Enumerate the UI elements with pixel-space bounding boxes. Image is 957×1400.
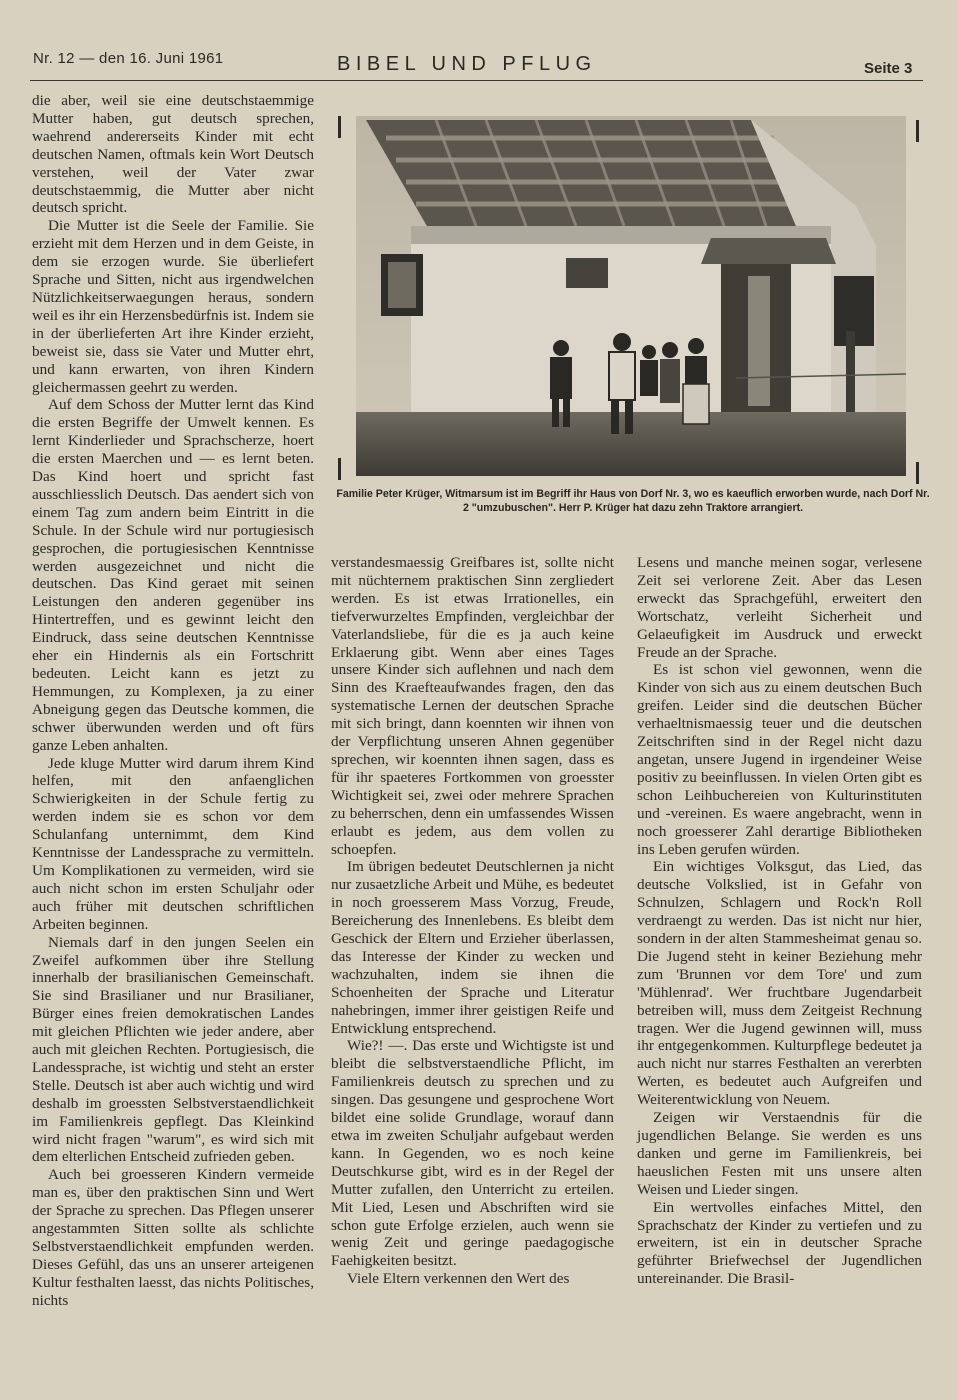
paragraph: die aber, weil sie eine deutschstaemmige Mutter haben, gut deutsch sprechen, waehrend andererseits Kinder mit echt deutschen Namen, oftmals kein Wort Deutsch verstehen, weil der Vater zwar deutschstaemmig, die Mutter aber nicht deutsch spricht. — [32, 92, 314, 217]
frame-bar — [916, 462, 919, 484]
column-right — [637, 554, 922, 1288]
paragraph: Die Mutter ist die Seele der Familie. Sie erzieht mit dem Herzen und in dem Geiste, in dem sie erzogen wurde. Sie überliefert Sprache und Sitten, nicht aus irgendwelchen Nützlichkeitserwaegungen heraus, sondern weil es ihr ein Herzensbedürfnis ist. Indem sie in der überlieferten Art ihre Kinder erzieht, beweist sie, dass sie Vater und Mutter ehrt, und kann erwarten, von ihren Kindern gleichermassen geehrt zu werden. — [32, 217, 314, 396]
paragraph: Ein wichtiges Volksgut, das Lied, das deutsche Volkslied, ist in Gefahr von Schnulzen, Schlagern und Rock'n Roll verdraengt zu werden. Das ist nicht nur hier, sondern in der alten Stammesheimat genau so. Die Jugend steht in keiner Beziehung mehr zum 'Brunnen vor dem Tore' und zum 'Mühlenrad'. Wer fruchtbare Jugendarbeit betreiben will, muss dem Zeitgeist Rechnung tragen. Wer die Jugend gewinnen will, muss ihr entgegenkommen. Kulturpflege bedeutet ja auch nicht nur starres Festhalten an vererbten Werten, es bedeutet auch Aufgreifen und Weiterentwicklung von Neuem. — [637, 858, 922, 1109]
paragraph: Es ist schon viel gewonnen, wenn die Kinder von sich aus zu einem deutschen Buch greifen. Leider sind die deutschen Bücher verhaeltnismaessig teuer und die deutschen Zeitschriften sind in der Regel nicht dazu angetan, unsere Jugend in irgendeiner Weise positiv zu beeinflussen. In vielen Orten gibt es schon Leihbuchereien von Kulturinstituten und -vereinen. Es waere angebracht, wenn in noch groesserer Zahl derartige Bibliotheken ins Leben gerufen würden. — [637, 661, 922, 858]
newspaper-title: BIBEL UND PFLUG — [337, 53, 597, 75]
page-number: Seite 3 — [864, 60, 913, 77]
paragraph: Viele Eltern verkennen den Wert des — [347, 1270, 570, 1288]
header-rule — [30, 80, 923, 81]
frame-bar — [338, 458, 341, 480]
photo-caption: Familie Peter Krüger, Witmarsum ist im Begriff ihr Haus von Dorf Nr. 3, wo es kaeuflich erworben wurde, nach Dorf Nr. 2 "umzubuschen". Herr P. Krüger hat dazu zehn Traktore arrangiert. — [336, 488, 930, 514]
frame-bar — [916, 120, 919, 142]
photo-frame — [336, 110, 926, 482]
paragraph: Wie?! —. Das erste und Wichtigste ist und bleibt die selbstverstaendliche Pflicht, im Familienkreis deutsch zu sprechen und zu singen. Das gesungene und gesprochene Wort bildet eine solide Grundlage, worauf dann etwa im zweiten Schuljahr aufgebaut werden kann. In Gegenden, wo es noch keine Deutschkurse gibt, wird es in der Regel der Mutter zufallen, den Unterricht zu erteilen. Mit Lied, Lesen und Abschriften wird sie schon gute Erfolge erzielen, auch wenn sie wenig Zeit und geringe paedagogische Faehigkeiten besitzt. — [331, 1037, 614, 1270]
paragraph: Auf dem Schoss der Mutter lernt das Kind die ersten Begriffe der Umwelt kennen. Es lernt Kinderlieder und Sprachscherze, hoert die ersten Maerchen und — es lernt beten. Das Kind hoert und spricht fast ausschliesslich Deutsch. Das aendert sich von einem Tag zum andern beim Eintritt in die Schule. In der Schule wird nur portugiesisch gesprochen, die portugiesischen Kenntnisse werden ausgezeichnet und nicht die deutschen. Das Kind geraet mit seinen Leistungen den anderen gegenüber ins Hintertreffen, und es gewinnt leicht den Eindruck, dass seine deutschen Kenntnisse eher ein Hindernis als ein Fortschritt bedeuten. Leicht kann es jetzt zu Hemmungen, zu Komplexen, ja zu einer Abneigung gegen das Deutsche kommen, die schwer überwunden werden und oft fürs ganze Leben anhalten. — [32, 396, 314, 754]
frame-bar — [338, 116, 341, 138]
paragraph: Jede kluge Mutter wird darum ihrem Kind helfen, mit den anfaenglichen Schwierigkeiten in der Schule fertig zu werden indem sie es schon vor dem Schulanfang unternimmt, dem Kind Kenntnisse der Landessprache zu vermitteln. Um Komplikationen zu vermeiden, wird sie auch nicht schon im ersten Schuljahr oder auch früher mit deutschen schriftlichen Arbeiten beginnen. — [32, 754, 314, 933]
paragraph: Im übrigen bedeutet Deutschlernen ja nicht nur zusaetzliche Arbeit und Mühe, es bedeutet in noch groesserem Mass Vorzug, Freude, Bereicherung des Innenlebens. Es bleibt dem Geschick der Eltern und Erzieher überlassen, das Interesse der Kinder zu wecken und wachzuhalten, indem sie ihnen die Schoenheiten der Sprache und Literatur nahebringen, immer ihrer geistigen Reife und Entwicklung entsprechend. — [331, 858, 614, 1037]
paragraph: Niemals darf in den jungen Seelen ein Zweifel aufkommen über ihre Stellung innerhalb der brasilianischen Gemeinschaft. Sie sind Brasilianer und nur Brasilianer, Bürger eines freien demokratischen Landes mit gleichen Pflichten wie jeder andere, aber auch mit gleichen Rechten. Portugiesisch, die Landessprache, ist wichtig und steht an erster Stelle. Deutsch ist aber auch wichtig und wird deshalb im groessten Selbstverstaendlichkeit im Familienkreis gepflegt. Das Kleinkind wird nicht fragen "warum", es wird sich mit dem elterlichen Entscheid zufrieden geben. — [32, 933, 314, 1166]
paragraph: Ein wertvolles einfaches Mittel, den Sprachschatz der Kinder zu vertiefen und zu erweitern, ist ein in deutscher Sprache geführter Briefwechsel der Jugendlichen untereinander. Die Brasil- — [637, 1198, 922, 1288]
column-left — [32, 92, 314, 1310]
paragraph: Zeigen wir Verstaendnis für die jugendlichen Belange. Sie werden es uns danken und gerne im Familienkreis, bei haeuslichen Festen mit uns unsere alten Weisen und Lieder singen. — [637, 1109, 922, 1198]
issue-date: Nr. 12 — den 16. Juni 1961 — [33, 50, 224, 67]
family-house-photo — [356, 116, 906, 476]
column-middle — [331, 554, 614, 1288]
paragraph: verstandesmaessig Greifbares ist, sollte nicht mit nüchternem praktischen Sinn zergliedert werden. Es ist etwas Irrationelles, ein tiefverwurzeltes Empfinden, vergleichbar der Vaterlandsliebe, für die es ja auch keine Erklaerung gibt. Wenn aber eines Tages unsere Kinder sich auflehnen und nach dem Sinn des Kraefteaufwandes fragen, den das systematische Lernen der deutschen Sprache mit sich bringt, dann koennten wir ihnen von der Verpflichtung unseren Ahnen gegenüber sprechen, wir koennten ihnen sagen, dass es für ihr spaeteres Fortkommen von groesster Wichtigkeit sei, zwei oder mehrere Sprachen zu beherrschen, denn ein umfassendes Wissen erlaubt es jedem, aus dem vollen zu schoepfen. — [331, 554, 614, 858]
paragraph: Lesens und manche meinen sogar, verlesene Zeit sei verlorene Zeit. Aber das Lesen erweckt das Sprachgefühl, erweitert den Wortschatz, verleiht Sicherheit und Gelaeufigkeit im Ausdruck und erweckt Freude an der Sprache. — [637, 554, 922, 661]
paragraph: Auch bei groesseren Kindern vermeide man es, über den praktischen Sinn und Wert der Sprache zu sprechen. Das Pflegen unserer angestammten Sitten sollte als schlichte Selbstverstaendlichkeit empfunden werden. Dieses Gefühl, das uns an unserer arteigenen Kultur festhalten laesst, das nichts Politisches, nichts — [32, 1166, 314, 1309]
